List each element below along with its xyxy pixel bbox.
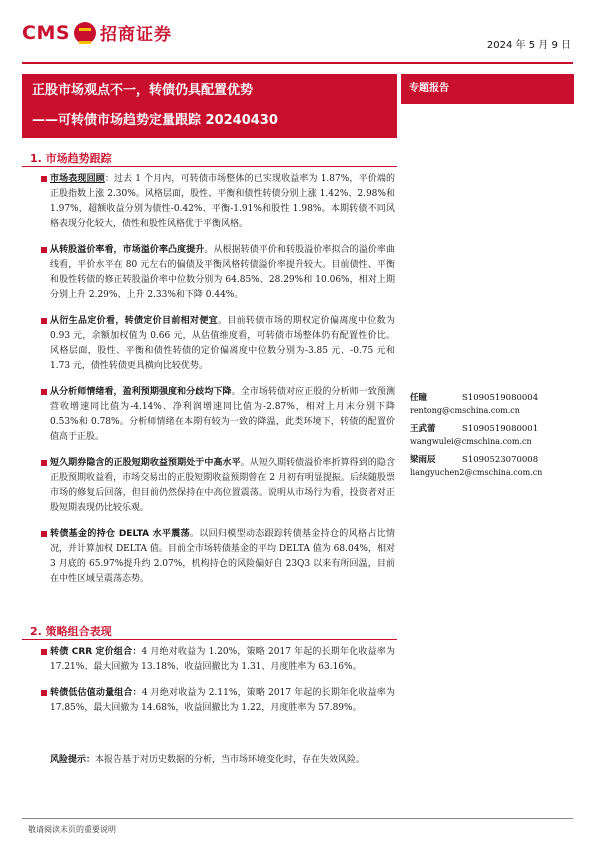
analyst-entry	[410, 454, 580, 479]
bullet-lead: 转债 CRR 定价组合：	[50, 647, 142, 657]
bullet-lead: 从转股溢价率看，市场溢价率凸度提升	[50, 245, 205, 255]
report-type-banner	[401, 74, 574, 104]
section1-bullet-list	[50, 172, 395, 587]
bullet-body: 。从根据转债平价和转股溢价率拟合的溢价率曲线看，平价水平在 80 元左右的偏债及平衡风格转债溢价率提升较大。目前债性、平衡和股性转债的修正转股溢价率中位数分别为 64.85%、28.29%和 10.06%，相对上期分别上升 2.29%、上升 2.33%和下降 0.44%。	[50, 245, 395, 300]
analyst-name: 王武蕾	[410, 424, 436, 434]
logo-chinese-text: 招商证券	[100, 25, 173, 45]
page-header	[0, 0, 595, 64]
analyst-name: 任瞳	[410, 393, 428, 403]
bullet-derivative-pricing	[50, 314, 395, 374]
footer-divider	[22, 818, 573, 819]
bullet-lead: 从衍生品定价看，转债定价目前相对便宜	[50, 316, 218, 326]
analyst-entry	[410, 423, 580, 448]
bullet-body: ：过去 1 个月内，可转债市场整体的已实现收益率为 1.87%，平价端的正股指数上涨 2.30%。风格层面，股性、平衡和债性转债分别上涨 1.42%、2.98%和 1.97%，超额收益分别为债性-0.42%、平衡-1.91%和股性 1.98%。本期转债不同风格表现分化较大，债性和股性风格优于平衡风格。	[50, 174, 395, 229]
analyst-email[interactable]: rentong@cmschina.com.cn	[410, 406, 520, 415]
title-banner	[22, 74, 397, 138]
report-date: 2024 年 5 月 9 日	[486, 40, 571, 51]
analyst-email[interactable]: wangwulei@cmschina.com.cn	[410, 437, 532, 446]
bullet-lead: 转债基金的持仓 DELTA 水平震荡	[50, 529, 190, 539]
bullet-lead: 市场表现回顾	[50, 174, 105, 184]
bullet-implied-return	[50, 456, 395, 516]
bullet-market-review	[50, 172, 395, 232]
report-type-label: 专题报告	[409, 83, 449, 94]
analyst-entry	[410, 392, 580, 417]
bullet-momentum-portfolio	[50, 686, 395, 716]
logo-badge-icon	[74, 22, 96, 44]
bullet-body: 。从短久期转债溢价率折算得到的隐含正股预期收益看，市场交易出的正股短期收益预期曾在 2 月初有明显提振。后续随股票市场的修复后回落，但目前仍然保持在中高位置震荡。说明从市场行为看，投资者对正股短期表现仍比较乐观。	[50, 458, 395, 513]
risk-body: 本报告基于对历史数据的分析，当市场环境变化时，存在失效风险。	[95, 755, 366, 765]
bullet-body: 。以回归模型动态跟踪转债基金持仓的风格占比情况，并计算加权 DELTA 值。目前全市场转债基金的平均 DELTA 值为 68.04%，相对 3 月底的 65.97%提升约 2.07%，机构持仓的风险偏好自 23Q3 以来有所回温，目前在中性区域呈震荡态势。	[50, 529, 395, 584]
analyst-email[interactable]: liangyuchen2@cmschina.com.cn	[410, 468, 543, 477]
report-title: 正股市场观点不一，转债仍具配置优势	[32, 83, 254, 98]
analyst-cert-id: S1090519080001	[462, 424, 539, 434]
section-heading-strategy: 2. 策略组合表现	[30, 625, 112, 638]
footer-disclaimer: 敬请阅读末页的重要说明	[28, 825, 116, 834]
analyst-name: 梁雨辰	[410, 455, 436, 465]
section-divider	[22, 166, 397, 167]
bullet-body: 。目前转债市场的期权定价偏离度中位数为 0.93 元，余额加权值为 0.66 元，从估值维度看，可转债市场整体仍有配置性价比。风格层面，股性、平衡和债性转债的定价偏离度中位数分别为-3.85 元、-0.75 元和 1.73 元，债性转债更具横向比较优势。	[50, 316, 395, 371]
bullet-lead: 从分析师情绪看，盈利预期强度和分歧均下降	[50, 387, 232, 397]
bullet-crr-portfolio	[50, 645, 395, 675]
analyst-list	[410, 392, 580, 485]
bullet-body: 4 月绝对收益为 2.11%，策略 2017 年起的长期年化收益率为 17.85%，最大回撤为 14.68%，收益回撤比为 1.22，月度胜率为 57.89%。	[50, 688, 395, 713]
header-divider	[22, 62, 573, 64]
bullet-lead: 短久期券隐含的正股短期收益预期处于中高水平	[50, 458, 241, 468]
section2-bullet-list	[50, 645, 395, 716]
analyst-cert-id: S1090519080004	[462, 393, 539, 403]
bullet-body: 。全市场转债对应正股的分析师一致预测营收增速同比值为-4.14%、净利润增速同比值为-2.87%，相对上月末分别下降 0.53%和 0.78%。分析师情绪在本期有较为一致的降温，此类环境下，转债的配置价值高于正股。	[50, 387, 395, 442]
risk-lead: 风险提示：	[50, 755, 96, 765]
company-logo	[22, 20, 172, 45]
bullet-lead: 转债低估值动量组合：	[50, 688, 142, 698]
bullet-fund-delta	[50, 527, 395, 587]
analyst-cert-id: S1090523070008	[462, 455, 539, 465]
risk-warning	[50, 753, 395, 768]
section-divider	[22, 639, 397, 640]
report-subtitle: ——可转债市场趋势定量跟踪 20240430	[32, 113, 278, 128]
logo-latin-text: CMS	[22, 21, 71, 44]
bullet-analyst-sentiment	[50, 385, 395, 445]
bullet-body: 4 月绝对收益为 1.20%，策略 2017 年起的长期年化收益率为 17.21%、最大回撤为 13.18%、收益回撤比为 1.31、月度胜率为 63.16%。	[50, 647, 395, 672]
section-heading-market-trend: 1. 市场趋势跟踪	[30, 152, 112, 165]
bullet-premium-rate	[50, 243, 395, 303]
